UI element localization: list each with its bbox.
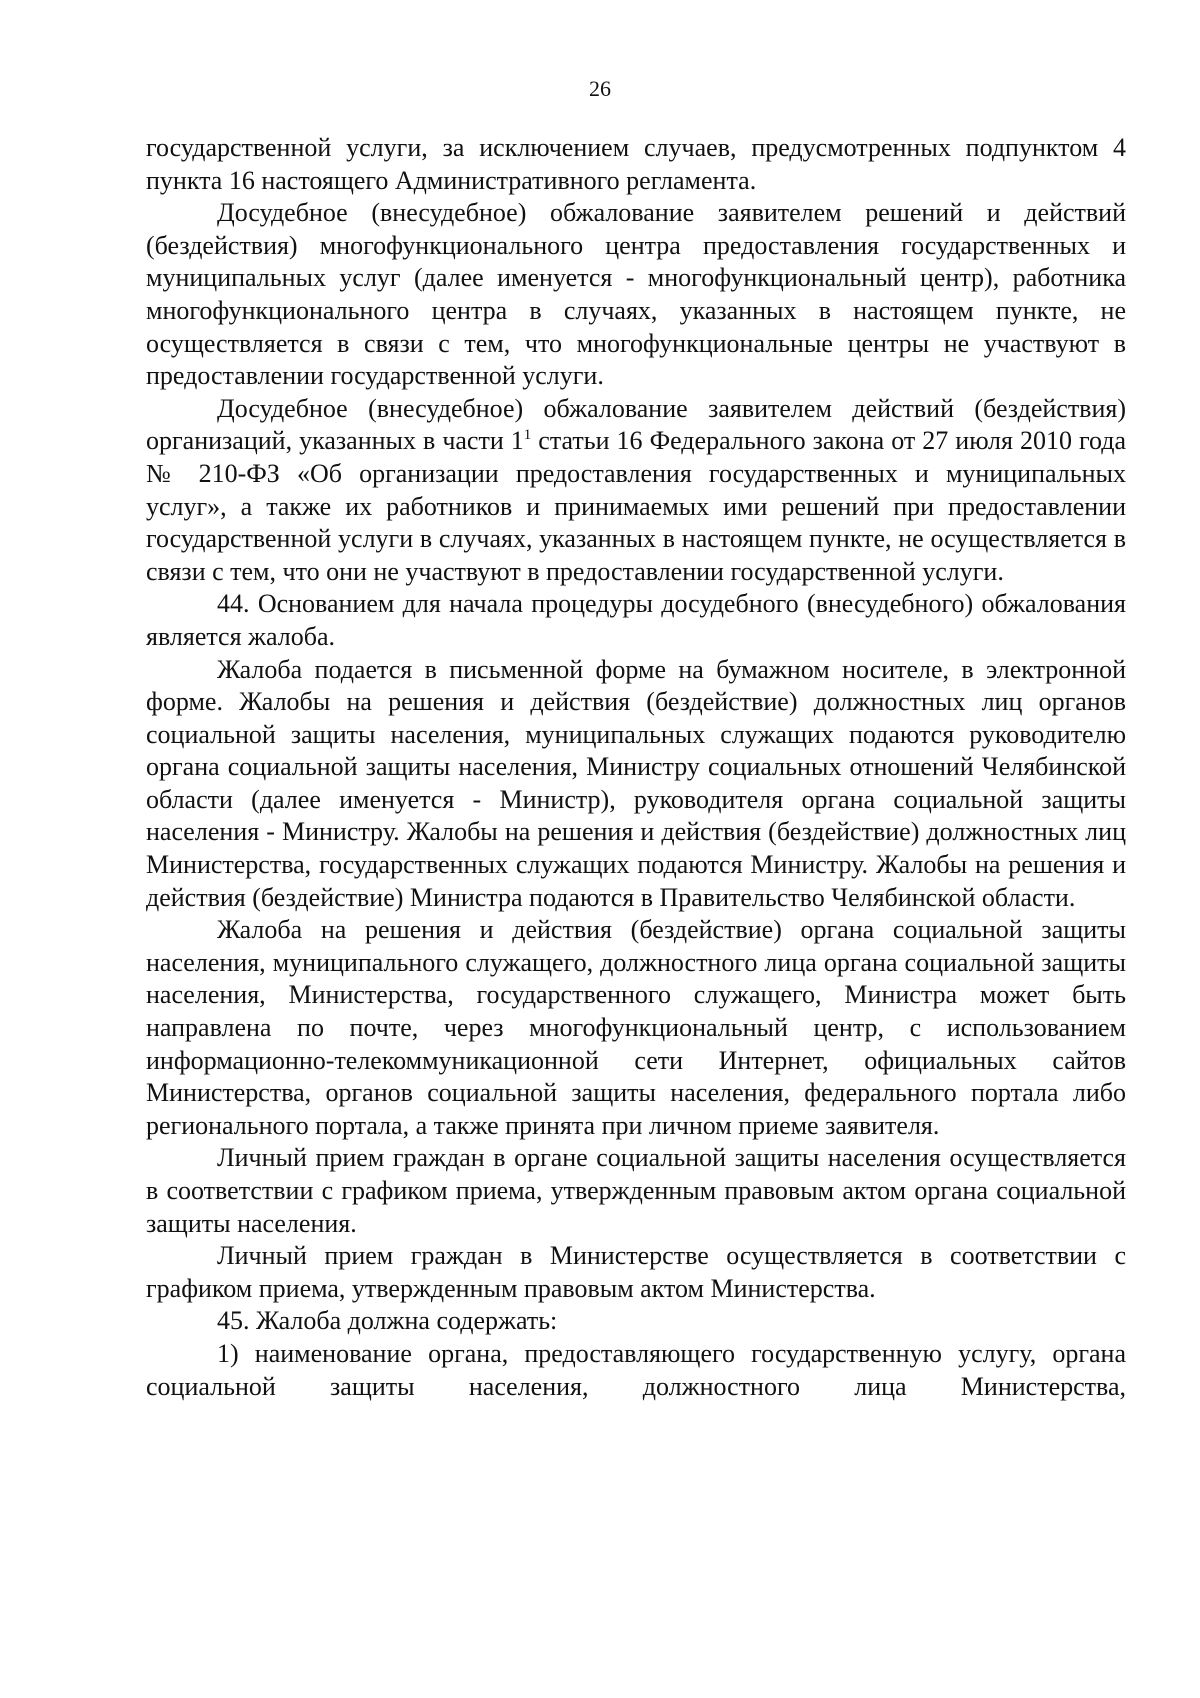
paragraph-complaint-delivery: Жалоба на решения и действия (бездействие) органа социальной защиты населения, муниципального служащего, должностного лица органа социальной защиты населения, Министерства, государственного служащего, Министра может быть направлена по почте, через многофункциональный центр, с использованием информационно-телекоммуникационной сети Интернет, официальных сайтов Министерства, органов социальной защиты населения, федерального портала либо регионального портала, а также принята при личном приеме заявителя. bbox=[146, 915, 1126, 1140]
paragraph-personal-reception-ministry: Личный прием граждан в Министерстве осуществляется в соответствии с графиком приема, утвержденным правовым актом Министерства. bbox=[146, 1241, 1126, 1303]
paragraph-item-45: 45. Жалоба должна содержать: bbox=[217, 1306, 558, 1336]
document-body bbox=[146, 132, 1126, 1403]
paragraph-organizations-appeal bbox=[146, 393, 1126, 589]
paragraph-item-45-1: 1) наименование органа, предоставляющего государственную услугу, органа социальной защиты населения, должностного лица Министерства, bbox=[146, 1338, 1126, 1401]
paragraph-text: Досудебное (внесудебное) обжалование заявителем действий (бездействия) организаций, указанных в части 1 bbox=[146, 393, 1126, 456]
paragraph-mfc-appeal: Досудебное (внесудебное) обжалование заявителем решений и действий (бездействия) многофункционального центра предоставления государственных и муниципальных услуг (далее именуется - многофункциональный центр), работника многофункционального центра в случаях, указанных в настоящем пункте, не осуществляется в связи с тем, что многофункциональные центры не участвуют в предоставлении государственной услуги. bbox=[146, 198, 1126, 391]
paragraph-continuation: государственной услуги, за исключением случаев, предусмотренных подпунктом 4 пункта 16 настоящего Административного регламента. bbox=[146, 133, 1126, 195]
paragraph-text: статьи 16 Федерального закона от 27 июля 2010 года № 210-ФЗ «Об организации предоставления государственных и муниципальных услуг», а также их работников и принимаемых ими решений при предоставлении государственной услуги в случаях, указанных в настоящем пункте, не осуществляется в связи с тем, что они не участвуют в предоставлении государственной услуги. bbox=[146, 426, 1127, 586]
paragraph-complaint-form: Жалоба подается в письменной форме на бумажном носителе, в электронной форме. Жалобы на решения и действия (бездействие) должностных лиц органов социальной защиты населения, муниципальных служащих подаются руководителю органа социальной защиты населения, Министру социальных отношений Челябинской области (далее именуется - Министр), руководителя органа социальной защиты населения - Министру. Жалобы на решения и действия (бездействие) должностных лиц Министерства, государственных служащих подаются Министру. Жалобы на решения и действия (бездействие) Министра подаются в Правительство Челябинской области. bbox=[146, 654, 1126, 912]
paragraph-item-44: 44. Основанием для начала процедуры досудебного (внесудебного) обжалования является жалоба. bbox=[146, 589, 1126, 651]
page-number: 26 bbox=[589, 76, 611, 101]
paragraph-personal-reception-organ: Личный прием граждан в органе социальной защиты населения осуществляется в соответствии с графиком приема, утвержденным правовым актом органа социальной защиты населения. bbox=[146, 1143, 1126, 1238]
superscript: 1 bbox=[523, 427, 532, 444]
